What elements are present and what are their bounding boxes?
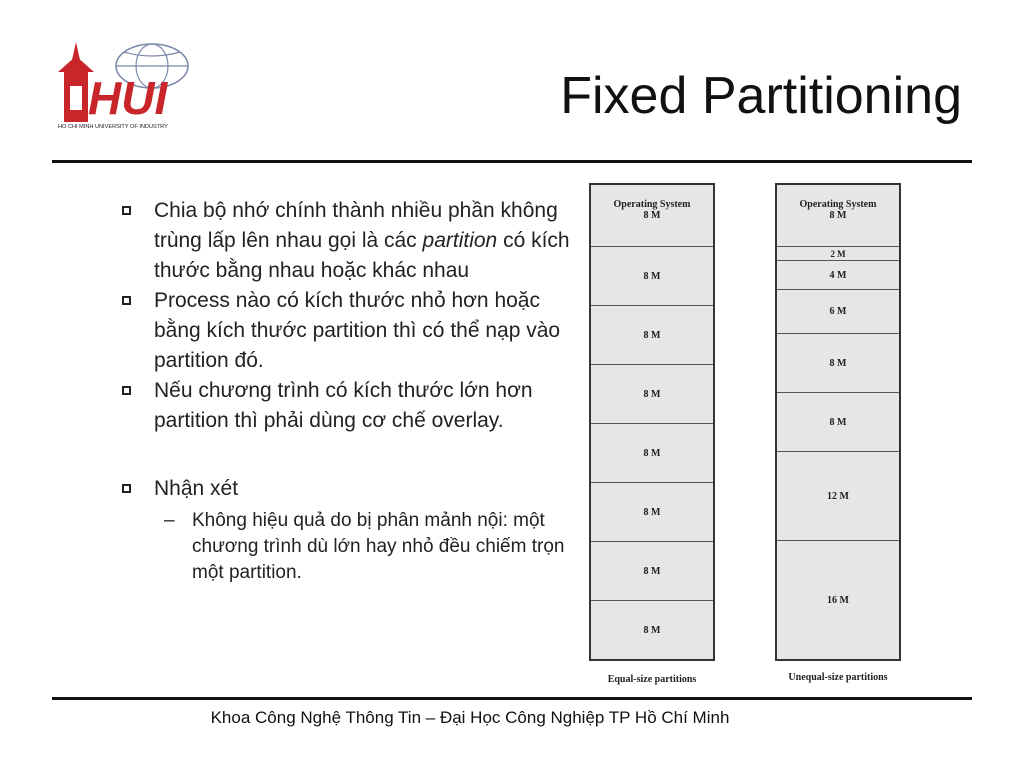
logo-text: HUI [88, 72, 168, 124]
header-divider [52, 160, 972, 163]
partition-block: 8 M [591, 365, 713, 424]
bullet-square-icon [122, 484, 131, 493]
partition-block: 8 M [643, 624, 661, 636]
logo-subtext: HO CHI MINH UNIVERSITY OF INDUSTRY [58, 124, 168, 130]
os-block: Operating System 8 M [591, 185, 713, 247]
page-title: Fixed Partitioning [560, 67, 962, 125]
partition-block: 8 M [591, 483, 713, 542]
unequal-diagram-caption: Unequal-size partitions [788, 672, 888, 683]
partition-block: 8 M [591, 542, 713, 601]
equal-partition-diagram [589, 183, 715, 661]
partition-block: 8 M [777, 334, 899, 393]
remark-subitem: – Không hiệu quả do bị phân mảnh nội: một chương trình dù lớn hay nhỏ đều chiếm trọn một partition. [164, 510, 565, 583]
partition-block: 8 M [777, 393, 899, 452]
bullet-list [120, 196, 570, 586]
partition-block: 6 M [777, 290, 899, 334]
bullet-item: Chia bộ nhớ chính thành nhiều phần không trùng lấp lên nhau gọi là các partition có kích thước bằng nhau hoặc khác nhau [120, 196, 570, 286]
partition-block: 8 M [591, 247, 713, 306]
bullet-square-icon [122, 386, 131, 395]
unequal-partition-diagram [775, 183, 901, 661]
bullet-square-icon [122, 296, 131, 305]
remark-heading: Nhận xét [120, 474, 570, 504]
equal-diagram-caption: Equal-size partitions [607, 674, 697, 685]
os-block: Operating System 8 M [777, 185, 899, 247]
partition-block: 12 M [777, 452, 899, 541]
bullet-item: Process nào có kích thước nhỏ hơn hoặc bằng kích thước partition thì có thể nạp vào partition đó. [120, 286, 570, 376]
footer-text: Khoa Công Nghệ Thông Tin – Đại Học Công Nghiệp TP Hồ Chí Minh [210, 708, 730, 727]
dash-marker: – [164, 510, 175, 531]
partition-block: 8 M [591, 424, 713, 483]
bullet-item: Nếu chương trình có kích thước lớn hơn partition thì phải dùng cơ chế overlay. [120, 376, 570, 436]
partition-block: 16 M [827, 594, 849, 606]
hui-logo [52, 38, 202, 130]
bullet-square-icon [122, 206, 131, 215]
partition-block: 2 M [777, 247, 899, 261]
partition-term: partition [422, 229, 498, 252]
footer-divider [52, 697, 972, 700]
partition-block: 8 M [591, 306, 713, 365]
partition-block: 4 M [777, 261, 899, 290]
